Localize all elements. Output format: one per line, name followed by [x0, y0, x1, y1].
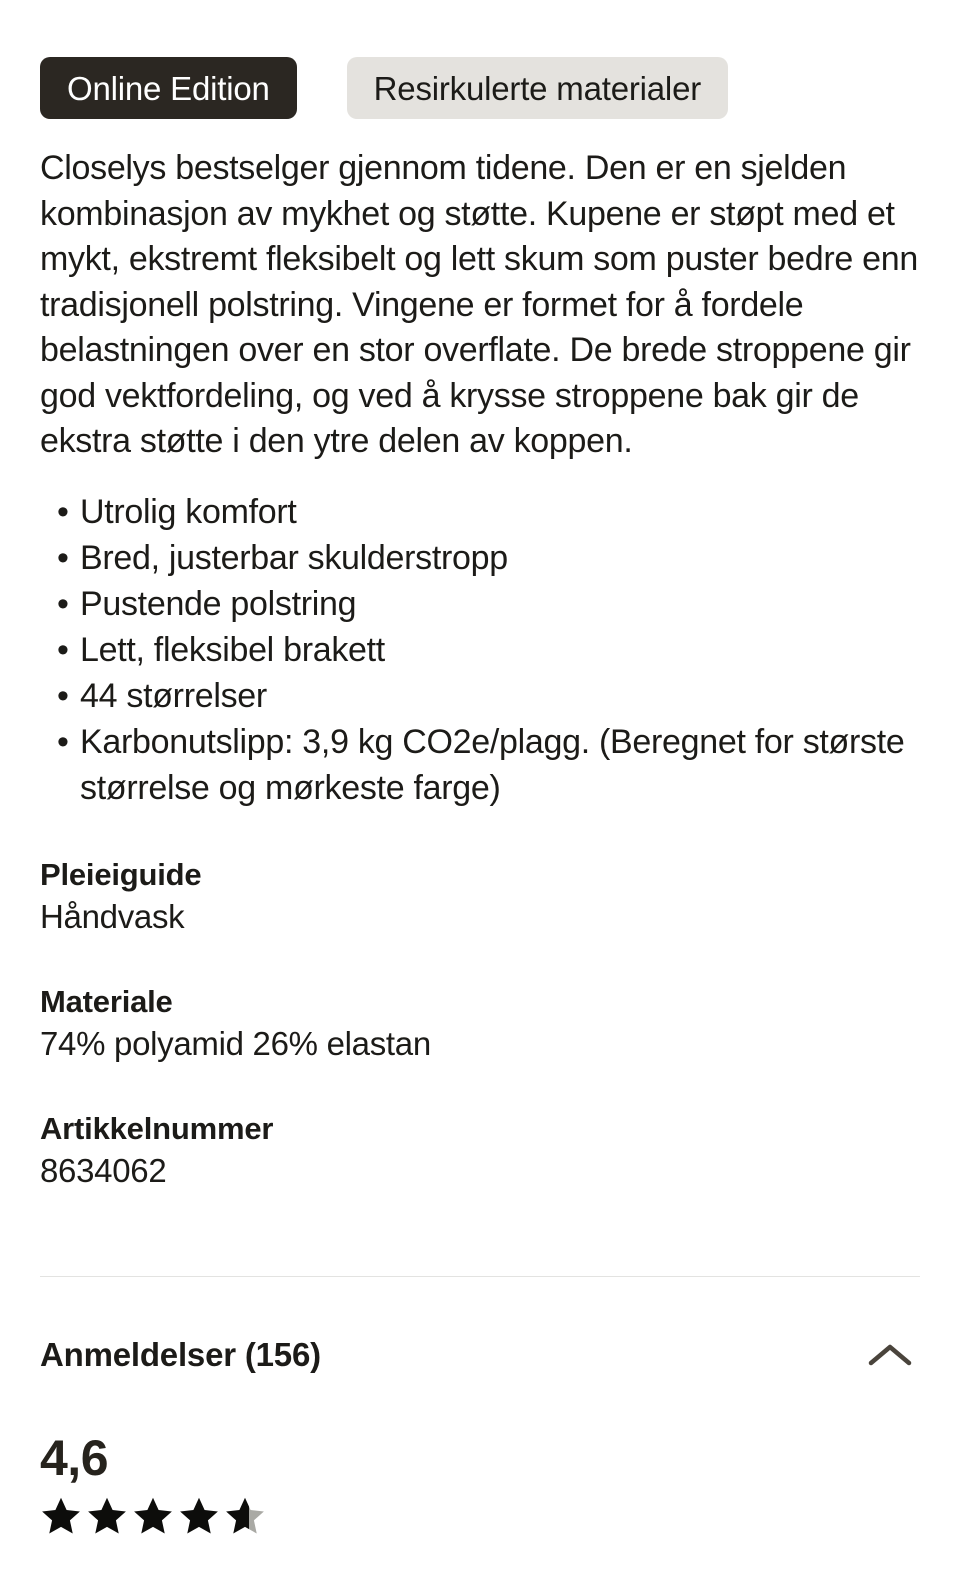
- spec-article-number: [40, 1109, 920, 1192]
- star-icon-filled: [86, 1495, 128, 1537]
- badge-recycled-materials: Resirkulerte materialer: [347, 57, 728, 119]
- spec-value: Håndvask: [40, 897, 185, 935]
- section-divider: [40, 1276, 920, 1277]
- list-item: • Lett, fleksibel brakett: [57, 627, 920, 673]
- rating-score: 4,6: [40, 1429, 109, 1486]
- spec-title: Pleieiguide: [40, 856, 202, 892]
- star-icon-filled: [178, 1495, 220, 1537]
- badge-online-edition: Online Edition: [40, 57, 297, 119]
- star-rating: [40, 1495, 920, 1537]
- list-item: • Bred, justerbar skulderstropp: [57, 535, 920, 581]
- badge-row: [40, 0, 920, 119]
- list-item: • 44 størrelser: [57, 673, 920, 719]
- spec-title: Materiale: [40, 983, 173, 1019]
- star-icon-filled: [132, 1495, 174, 1537]
- star-icon-filled: [40, 1495, 82, 1537]
- reviews-accordion-header[interactable]: [40, 1335, 920, 1375]
- spec-material: [40, 982, 920, 1065]
- spec-value: 8634062: [40, 1151, 167, 1189]
- product-description: Closelys bestselger gjennom tidene. Den er en sjelden kombinasjon av mykhet og støtte. Kupene er støpt med et mykt, ekstremt fleksibelt og lett skum som puster bedre enn tradisjonell polstring. Vingene er formet for å fordele belastningen over en stor overflate. De brede stroppene gir god vektfordeling, og ved å krysse stroppene bak gir de ekstra støtte i den ytre delen av koppen.: [40, 149, 918, 460]
- spec-value: 74% polyamid 26% elastan: [40, 1024, 431, 1062]
- star-icon-partial: [224, 1495, 266, 1537]
- spec-title: Artikkelnummer: [40, 1110, 274, 1146]
- chevron-up-icon[interactable]: [866, 1340, 914, 1370]
- spec-care-guide: [40, 855, 920, 938]
- list-item: • Pustende polstring: [57, 581, 920, 627]
- list-item: • Karbonutslipp: 3,9 kg CO2e/plagg. (Beregnet for største størrelse og mørkeste farge): [57, 719, 920, 811]
- list-item: • Utrolig komfort: [57, 489, 920, 535]
- reviews-title: Anmeldelser (156): [40, 1335, 321, 1373]
- feature-list: [40, 489, 920, 811]
